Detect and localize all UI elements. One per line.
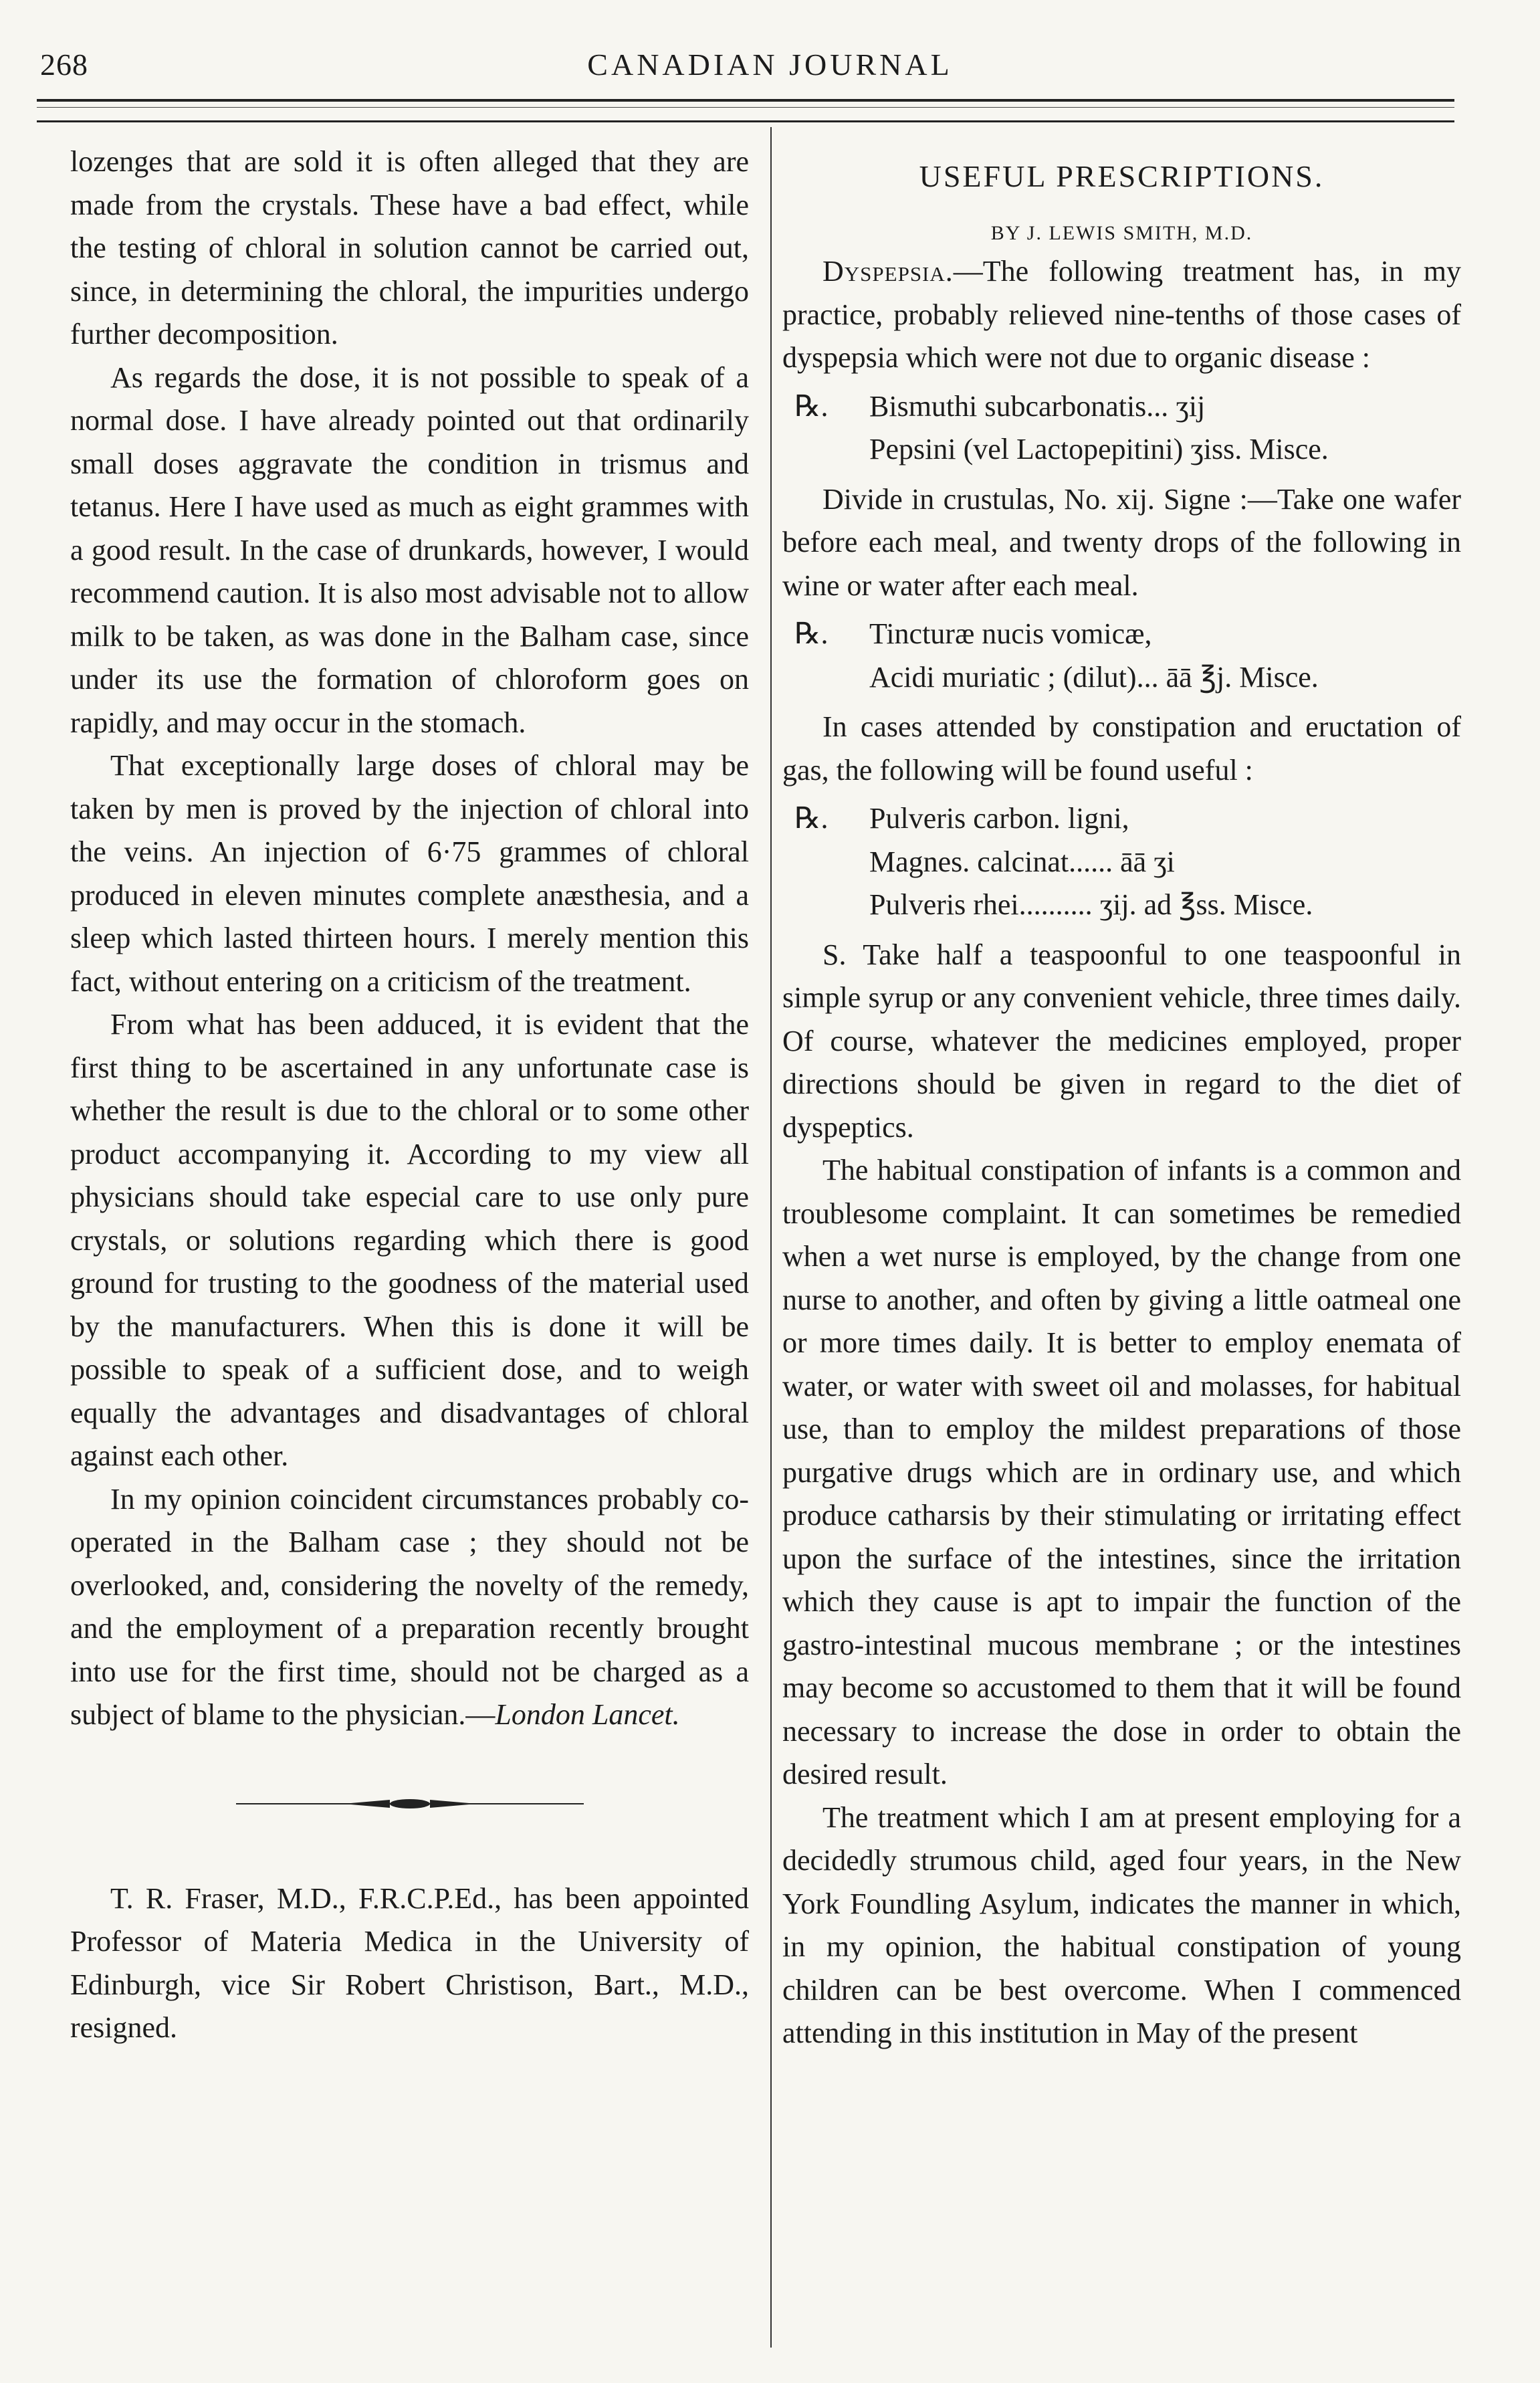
paragraph <box>782 250 1461 380</box>
recipe-symbol: ℞. <box>794 617 829 650</box>
prescription-line: Bismuthi subcarbonatis... ʒij <box>869 389 1206 423</box>
article-byline: BY J. LEWIS SMITH, M.D. <box>990 222 1253 244</box>
paragraph: That exceptionally large doses of chloral may be taken by men is proved by the injection of chloral into the veins. An injection of 6·75 grammes of chloral produced in eleven minutes complete anæsthesia, and a sleep which lasted thirteen hours. I merely mention this fact, without entering on a criticism of the treatment. <box>70 749 749 998</box>
paragraph: S. Take half a teaspoonful to one teaspoonful in simple syrup or any convenient vehicle, three times daily. Of course, whatever the medicines employed, proper directions should be given in regard to the diet of dyspeptics. <box>782 938 1461 1144</box>
prescription <box>782 613 1461 699</box>
header-rule-lower <box>37 120 1454 122</box>
prescription-line: Pulveris rhei.......... ʒij. ad ℥ss. Misce. <box>869 888 1313 921</box>
column-divider <box>770 127 772 2348</box>
prescription-line: Pulveris carbon. ligni, <box>869 802 1129 835</box>
prescription-line: Pepsini (vel Lactopepitini) ʒiss. Misce. <box>869 433 1329 465</box>
paragraph: Divide in crustulas, No. xij. Signe :—Take one wafer before each meal, and twenty drops of the following in wine or water after each meal. <box>782 482 1461 602</box>
paragraph-text: In my opinion coincident circumstances probably co-operated in the Balham case ; they should not be overlooked, and, considering the novelty of the remedy, and the employment of a preparation recently brought into use for the first time, should not be charged as a subject of blame to the physician.— <box>70 1482 749 1731</box>
paragraph <box>70 1478 749 1737</box>
paragraph: From what has been adduced, it is evident that the first thing to be ascertained in any unfortunate case is whether the result is due to the chloral or to some other product accompanying it. According to my view all physicians should take especial care to use only pure crystals, or solutions regarding which there is good ground for trusting to the goodness of the material used by the manufacturers. When this is done it will be possible to speak of a sufficient dose, and to weigh equally the advantages and disadvantages of chloral against each other. <box>70 1008 749 1472</box>
prescription <box>782 797 1461 927</box>
paragraph: As regards the dose, it is not possible to speak of a normal dose. I have already pointed out that ordinarily small doses aggravate the condition in trismus and tetanus. Here I have used as much as eight grammes with a good result. In the case of drunkards, however, I would recommend caution. It is also most advisable not to allow milk to be taken, as was done in the Balham case, since under its use the formation of chloroform goes on rapidly, and may occur in the stomach. <box>70 360 749 739</box>
prescription <box>782 385 1461 472</box>
paragraph: The treatment which I am at present employing for a decidedly strumous child, aged four years, in the New York Foundling Asylum, indicates the manner in which, in my opinion, the habitual constipation of young children can be best overcome. When I commenced attending in this institution in May of the present <box>782 1800 1461 2049</box>
appointment-notice: T. R. Fraser, M.D., F.R.C.P.Ed., has been appointed Professor of Materia Medica in the University of Edinburgh, vice Sir Robert Christison, Bart., M.D., resigned. <box>70 1881 749 2044</box>
paragraph-text: —The following treatment has, in my practice, probably relieved nine-tenths of those cases of dyspepsia which were not due to organic disease : <box>782 255 1461 374</box>
ornament-divider <box>236 1797 584 1810</box>
paragraph: lozenges that are sold it is often alleged that they are made from the crystals. These have a bad effect, while the testing of chloral in solution cannot be carried out, since, in determining the chloral, the impurities undergo further decomposition. <box>70 145 749 350</box>
running-title: CANADIAN JOURNAL <box>587 47 953 82</box>
header-rule <box>37 99 1454 102</box>
recipe-symbol: ℞. <box>794 802 829 835</box>
prescription-line: Magnes. calcinat...... āā ʒi <box>869 845 1175 878</box>
paragraph: In cases attended by constipation and eructation of gas, the following will be found useful : <box>782 710 1461 787</box>
right-column <box>782 140 1461 2055</box>
header-rule-thin <box>37 107 1454 108</box>
prescription-line: Acidi muriatic ; (dilut)... āā ℥j. Misce. <box>869 660 1319 694</box>
page-number: 268 <box>40 47 88 82</box>
section-label: Dyspepsia. <box>822 255 954 288</box>
article-heading: USEFUL PRESCRIPTIONS. <box>919 159 1325 193</box>
paragraph: The habitual constipation of infants is a common and troublesome complaint. It can sometimes be remedied when a wet nurse is employed, by the change from one nurse to another, and often by giving a little oatmeal one or more times daily. It is better to employ enemata of water, or water with sweet oil and molasses, for habitual use, than to employ the mildest preparations of those purgative drugs which are in ordinary use, and which produce catharsis by their stimulating or irritating effect upon the surface of the intestines, since the irritation which they cause is apt to impair the function of the gastro-intestinal mucous membrane ; or the intestines may become so accustomed to them that it will be found necessary to increase the dose in order to obtain the desired result. <box>782 1154 1461 1790</box>
left-column <box>70 140 749 2050</box>
source-citation: London Lancet. <box>495 1698 680 1731</box>
recipe-symbol: ℞. <box>794 389 829 423</box>
prescription-line: Tincturæ nucis vomicæ, <box>869 617 1152 650</box>
